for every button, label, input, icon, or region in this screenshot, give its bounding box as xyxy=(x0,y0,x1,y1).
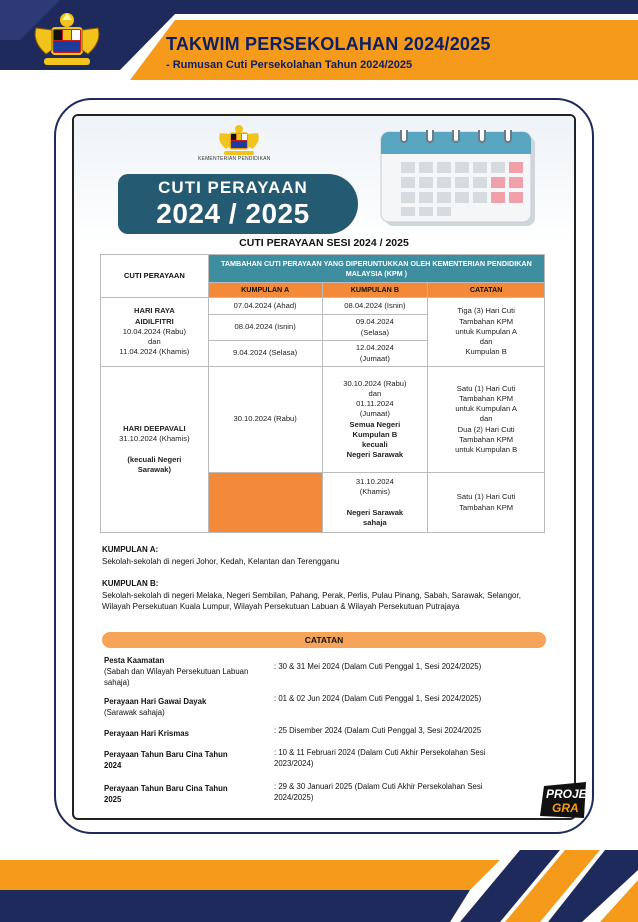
kumpulan-b-note xyxy=(102,578,542,613)
section-title: CUTI PERAYAAN SESI 2024 / 2025 xyxy=(239,237,409,249)
svg-text:PROJE: PROJE xyxy=(546,787,587,801)
raya-b2-date: 09.04.2024 xyxy=(355,317,394,327)
kumpulan-b-text: Sekolah-sekolah di negeri Melaka, Negeri Sembilan, Pahang, Perak, Perlis, Pulau Pinang, Sabah, Sarawak, Selangor, Wilayah Persekutuan Kuala Lumpur, Wilayah Persekutuan Labuan & Wilayah Persekutuan Putrajaya xyxy=(102,590,521,612)
raya-catatan-line: untuk Kumpulan A xyxy=(455,326,517,336)
note-value-cny-2024: : 10 & 11 Februari 2024 (Dalam Cuti Akhir Persekolahan Sesi 2023/2024) xyxy=(274,748,486,768)
header-catatan: CATATAN xyxy=(428,283,545,298)
svg-text:GRA: GRA xyxy=(552,801,579,815)
note-value-krismas: : 25 Disember 2024 (Dalam Cuti Penggal 3, Sesi 2024/2025 xyxy=(274,726,482,735)
header-tambahan: TAMBAHAN CUTI PERAYAAN YANG DIPERUNTUKKAN OLEH KEMENTERIAN PENDIDIKAN MALAYSIA (KPM ) xyxy=(208,255,544,283)
deepavali-b2-line: 31.10.2024 xyxy=(355,476,394,486)
note-label: Perayaan Hari Gawai Dayak xyxy=(104,697,207,706)
deepavali-b1-line: 30.10.2024 (Rabu) xyxy=(343,378,407,388)
hari-raya-name: HARI RAYA xyxy=(133,306,175,316)
raya-a1: 07.04.2024 (Ahad) xyxy=(208,298,322,315)
deepavali-b1-line: Semua Negeri xyxy=(349,419,401,429)
coat-of-arms-icon xyxy=(28,10,106,70)
note-label-gawai xyxy=(104,697,269,719)
raya-a2: 08.04.2024 (Isnin) xyxy=(208,315,322,341)
note-label: Perayaan Tahun Baru Cina Tahun 2025 xyxy=(104,784,228,804)
note-label: Perayaan Tahun Baru Cina Tahun 2024 xyxy=(104,750,228,770)
deepavali-catatan-line: untuk Kumpulan B xyxy=(455,445,518,455)
note-sub: (Sabah dan Wilayah Persekutuan Labuan sahaja) xyxy=(104,666,249,687)
deepavali-date: 31.10.2024 (Khamis) xyxy=(119,434,190,444)
page-subtitle: - Rumusan Cuti Persekolahan Tahun 2024/2025 xyxy=(166,59,413,71)
deepavali-catatan-line: Tambahan KPM xyxy=(459,434,514,444)
deepavali-b2-line: sahaja xyxy=(363,517,387,527)
note-value-gawai: : 01 & 02 Jun 2024 (Dalam Cuti Penggal 1, Sesi 2024/2025) xyxy=(274,694,482,703)
deepavali-a1: 30.10.2024 (Rabu) xyxy=(208,367,322,473)
footer-background xyxy=(0,840,638,922)
raya-b2-day: (Selasa) xyxy=(360,327,390,337)
note-label-cny-2025 xyxy=(104,784,234,806)
deepavali-b2 xyxy=(322,473,428,533)
deepavali-b1-line: (Jumaat) xyxy=(359,409,390,419)
raya-b3-day: (Jumaat) xyxy=(359,353,390,363)
deepavali-catatan-line: untuk Kumpulan A xyxy=(455,404,517,414)
note-label-krismas xyxy=(104,729,269,740)
deepavali-catatan1 xyxy=(428,367,545,473)
raya-b1: 08.04.2024 (Isnin) xyxy=(322,298,428,315)
deepavali-b2-line: (Khamis) xyxy=(359,487,391,497)
deepavali-catatan-line: Dua (2) Hari Cuti xyxy=(457,424,515,434)
banner-title: CUTI PERAYAAN xyxy=(158,178,308,197)
hari-raya-date2: 11.04.2024 (Khamis) xyxy=(119,347,190,357)
raya-catatan-line: Kumpulan B xyxy=(465,347,507,357)
hari-raya-name2: AIDILFITRI xyxy=(134,316,174,326)
deepavali-a2-shaded xyxy=(208,473,322,533)
note-label-kaamatan xyxy=(104,656,269,689)
header-kumpulan-b: KUMPULAN B xyxy=(322,283,428,298)
deepavali-b1-line: Negeri Sarawak xyxy=(346,450,404,460)
deepavali-except: (kecuali Negeri xyxy=(127,454,182,464)
projek-stamp-logo xyxy=(540,780,588,820)
raya-a3: 9.04.2024 (Selasa) xyxy=(208,341,322,367)
deepavali-b1-line: dan xyxy=(368,388,382,398)
poster xyxy=(72,114,576,820)
deepavali-catatan-line: Tambahan KPM xyxy=(459,393,514,403)
cell-hari-deepavali xyxy=(101,367,209,533)
note-label-cny-2024 xyxy=(104,750,234,772)
deepavali-b1-line: 01.11.2024 xyxy=(356,399,394,408)
header-cuti-perayaan: CUTI PERAYAAN xyxy=(101,255,209,298)
deepavali-b1-line: Kumpulan B xyxy=(352,429,398,439)
calendar-icon xyxy=(379,130,539,230)
raya-catatan-line: Tiga (3) Hari Cuti xyxy=(457,306,515,316)
holiday-table xyxy=(100,254,545,533)
deepavali-catatan-line: dan xyxy=(479,414,493,424)
raya-b3-date: 12.04.2024 xyxy=(355,343,394,353)
deepavali-name: HARI DEEPAVALI xyxy=(123,423,186,433)
hari-raya-and: dan xyxy=(148,337,161,347)
kumpulan-b-title: KUMPULAN B: xyxy=(102,579,159,588)
note-label: Perayaan Hari Krismas xyxy=(104,729,189,738)
deepavali-b1-line: kecuali xyxy=(362,440,388,449)
kumpulan-a-title: KUMPULAN A: xyxy=(102,545,159,554)
banner-year: 2024 / 2025 xyxy=(156,198,310,229)
deepavali-b2-line: Negeri Sarawak xyxy=(346,507,404,517)
raya-b3 xyxy=(322,341,428,367)
deepavali-b1 xyxy=(322,367,428,473)
coat-of-arms-small-icon xyxy=(214,124,264,156)
deepavali-catatan-line: Satu (1) Hari Cuti xyxy=(456,383,516,393)
deepavali-catatan2-line: Tambahan KPM xyxy=(459,502,514,512)
raya-b2 xyxy=(322,315,428,341)
catatan-bar: CATATAN xyxy=(102,632,546,648)
kumpulan-a-text: Sekolah-sekolah di negeri Johor, Kedah, Kelantan dan Terengganu xyxy=(102,556,340,566)
deepavali-except2: Sarawak) xyxy=(137,464,172,474)
hari-raya-date1: 10.04.2024 (Rabu) xyxy=(122,326,187,336)
raya-catatan-line: dan xyxy=(479,337,493,347)
deepavali-catatan2-line: Satu (1) Hari Cuti xyxy=(456,492,516,502)
header-kumpulan-a: KUMPULAN A xyxy=(208,283,322,298)
note-label: Pesta Kaamatan xyxy=(104,656,165,665)
cell-hari-raya xyxy=(101,298,209,367)
note-value-cny-2025: : 29 & 30 Januari 2025 (Dalam Cuti Akhir Persekolahan Sesi 2024/2025) xyxy=(274,782,483,802)
kumpulan-a-note xyxy=(102,544,542,567)
note-value-kaamatan: : 30 & 31 Mei 2024 (Dalam Cuti Penggal 1, Sesi 2024/2025) xyxy=(274,662,482,671)
deepavali-catatan2 xyxy=(428,473,545,533)
ministry-label: KEMENTERIAN PENDIDIKAN xyxy=(198,156,271,162)
raya-catatan-line: Tambahan KPM xyxy=(459,316,514,326)
note-sub: (Sarawak sahaja) xyxy=(104,707,165,717)
page-title: TAKWIM PERSEKOLAHAN 2024/2025 xyxy=(166,34,491,54)
raya-catatan xyxy=(428,298,545,367)
